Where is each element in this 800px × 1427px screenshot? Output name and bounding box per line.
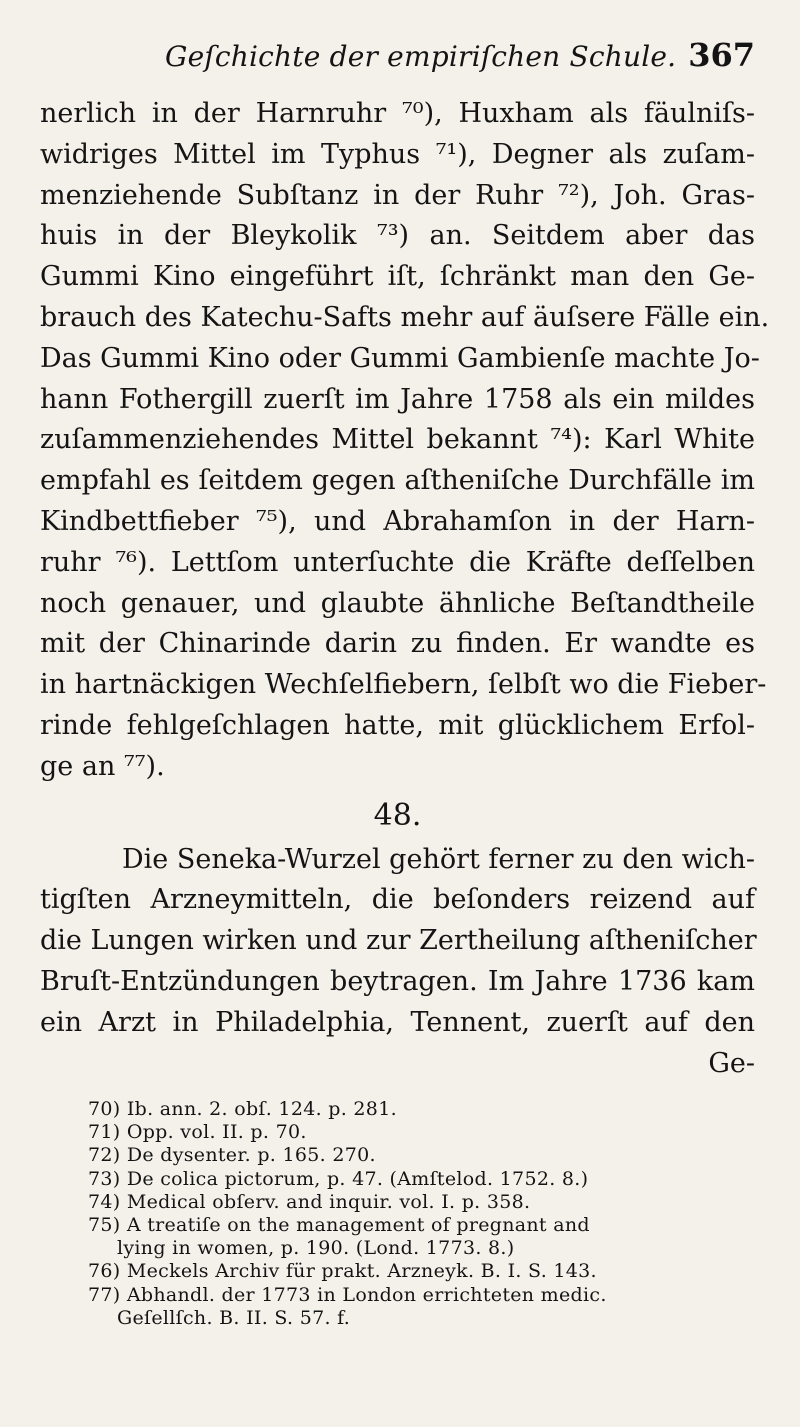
text-line: Das Gummi Kino oder Gummi Gambienſe machte Jo- [40,342,760,374]
footnote: 73) De colica pictorum, p. 47. (Amſtelod. 1752. 8.) [88,1167,589,1190]
text-line: rinde fehlgeſchlagen hatte, mit glücklichem Erfol- [40,709,755,741]
text-line: Kindbettfieber ⁷⁵), und Abrahamſon in der Harn- [40,505,755,537]
text-line: zuſammenziehendes Mittel bekannt ⁷⁴): Karl White [40,424,755,456]
text-line: empfahl es ſeitdem gegen aſtheniſche Durchfälle im [40,465,755,497]
text-line: huis in der Bleykolik ⁷³) an. Seitdem aber das [40,220,755,252]
footnote: 75) A treatiſe on the management of pregnant and [88,1213,590,1236]
footnote: 76) Meckels Archiv für prakt. Arzneyk. B. I. S. 143. [88,1260,597,1283]
text-line: ein Arzt in Philadelphia, Tennent, zuerſt auf den [40,1006,755,1038]
text-line: mit der Chinarinde darin zu finden. Er wandte es [40,628,755,660]
footnote-continuation: lying in women, p. 190. (Lond. 1773. 8.) [117,1237,515,1260]
text-line: brauch des Katechu-Safts mehr auf äuſsere Fälle ein. [40,301,770,333]
text-line: Die Seneka-Wurzel gehört ferner zu den wich- [122,843,755,875]
footnotes [88,1098,760,1330]
footnote: 74) Medical obſerv. and inquir. vol. I. p. 358. [88,1190,531,1213]
text-line: menziehende Subſtanz in der Ruhr ⁷²), Joh. Gras- [40,179,755,211]
text-line: die Lungen wirken und zur Zertheilung aſtheniſcher [40,925,757,957]
page-number: 367 [688,36,755,74]
text-line: tigſten Arzneymitteln, die beſonders reizend auf [40,884,755,916]
footnote: 77) Abhandl. der 1773 in London errichteten medic. [88,1283,607,1306]
text-line: in hartnäckigen Wechſelfiebern, ſelbſt wo die Fieber- [40,669,767,701]
footnote-continuation: Geſellſch. B. II. S. 57. f. [117,1306,351,1329]
text-line: nerlich in der Harnruhr ⁷⁰), Huxham als fäulniſs- [40,98,755,129]
text-line: widriges Mittel im Typhus ⁷¹), Degner als zuſam- [40,138,755,170]
body-text [40,94,770,1084]
text-line: hann Fothergill zuerſt im Jahre 1758 als ein mildes [40,383,755,415]
footnote: 71) Opp. vol. II. p. 70. [88,1121,307,1144]
footnote: 72) De dysenter. p. 165. 270. [88,1144,376,1167]
text-line: Bruſt-Entzündungen beytragen. Im Jahre 1736 kam [40,965,755,997]
catchword: Ge- [708,1047,755,1079]
footnote: 70) Ib. ann. 2. obſ. 124. p. 281. [88,1098,397,1120]
text-line: Gummi Kino eingeführt iſt, ſchränkt man den Ge- [40,261,755,293]
text-line: ruhr ⁷⁶). Lettſom unterſuchte die Kräfte deſſelben [40,546,755,578]
page-header [165,34,755,84]
text-line: noch genauer, und glaubte ähnliche Beſtandtheile [40,587,755,619]
text-line: ge an ⁷⁷). [40,750,165,782]
running-title: Geſchichte der empiriſchen Schule. [165,40,677,73]
section-number: 48. [373,797,422,833]
